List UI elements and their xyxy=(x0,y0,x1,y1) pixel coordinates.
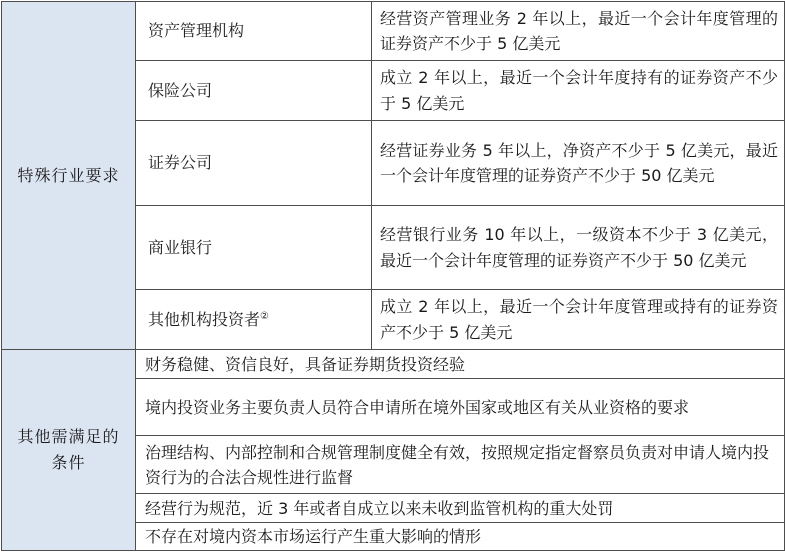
category-other-conditions: 其他需满足的条件 xyxy=(2,350,136,551)
condition-text: 不存在对境内资本市场运行产生重大影响的情形 xyxy=(136,523,785,551)
institution-type: 资产管理机构 xyxy=(136,2,372,61)
table-row xyxy=(2,2,785,61)
footnote-marker: ② xyxy=(260,310,269,322)
institution-type-cell xyxy=(136,290,372,350)
requirement-text: 经营银行业务 10 年以上，一级资本不少于 3 亿美元，最近一个会计年度管理的证券资产不少于 50 亿美元 xyxy=(372,206,785,290)
category-special-industry: 特殊行业要求 xyxy=(2,2,136,350)
condition-text: 境内投资业务主要负责人员符合申请所在境外国家或地区有关从业资格的要求 xyxy=(136,379,785,436)
institution-type: 证券公司 xyxy=(136,121,372,206)
table-row xyxy=(2,350,785,379)
condition-text: 经营行为规范，近 3 年或者自成立以来未收到监管机构的重大处罚 xyxy=(136,494,785,523)
requirement-text: 成立 2 年以上，最近一个会计年度持有的证券资产不少于 5 亿美元 xyxy=(372,61,785,121)
requirement-text: 经营资产管理业务 2 年以上，最近一个会计年度管理的证券资产不少于 5 亿美元 xyxy=(372,2,785,61)
qfii-requirements-table xyxy=(1,1,785,551)
institution-type: 商业银行 xyxy=(136,206,372,290)
requirement-text: 成立 2 年以上，最近一个会计年度管理或持有的证券资产不少于 5 亿美元 xyxy=(372,290,785,350)
institution-type: 保险公司 xyxy=(136,61,372,121)
requirement-text: 经营证券业务 5 年以上，净资产不少于 5 亿美元，最近一个会计年度管理的证券资产不少于 50 亿美元 xyxy=(372,121,785,206)
institution-type: 其他机构投资者 xyxy=(148,309,261,329)
condition-text: 财务稳健、资信良好，具备证券期货投资经验 xyxy=(136,350,785,379)
condition-text: 治理结构、内部控制和合规管理制度健全有效，按照规定指定督察员负责对申请人境内投资行为的合法合规性进行监督 xyxy=(136,436,785,494)
